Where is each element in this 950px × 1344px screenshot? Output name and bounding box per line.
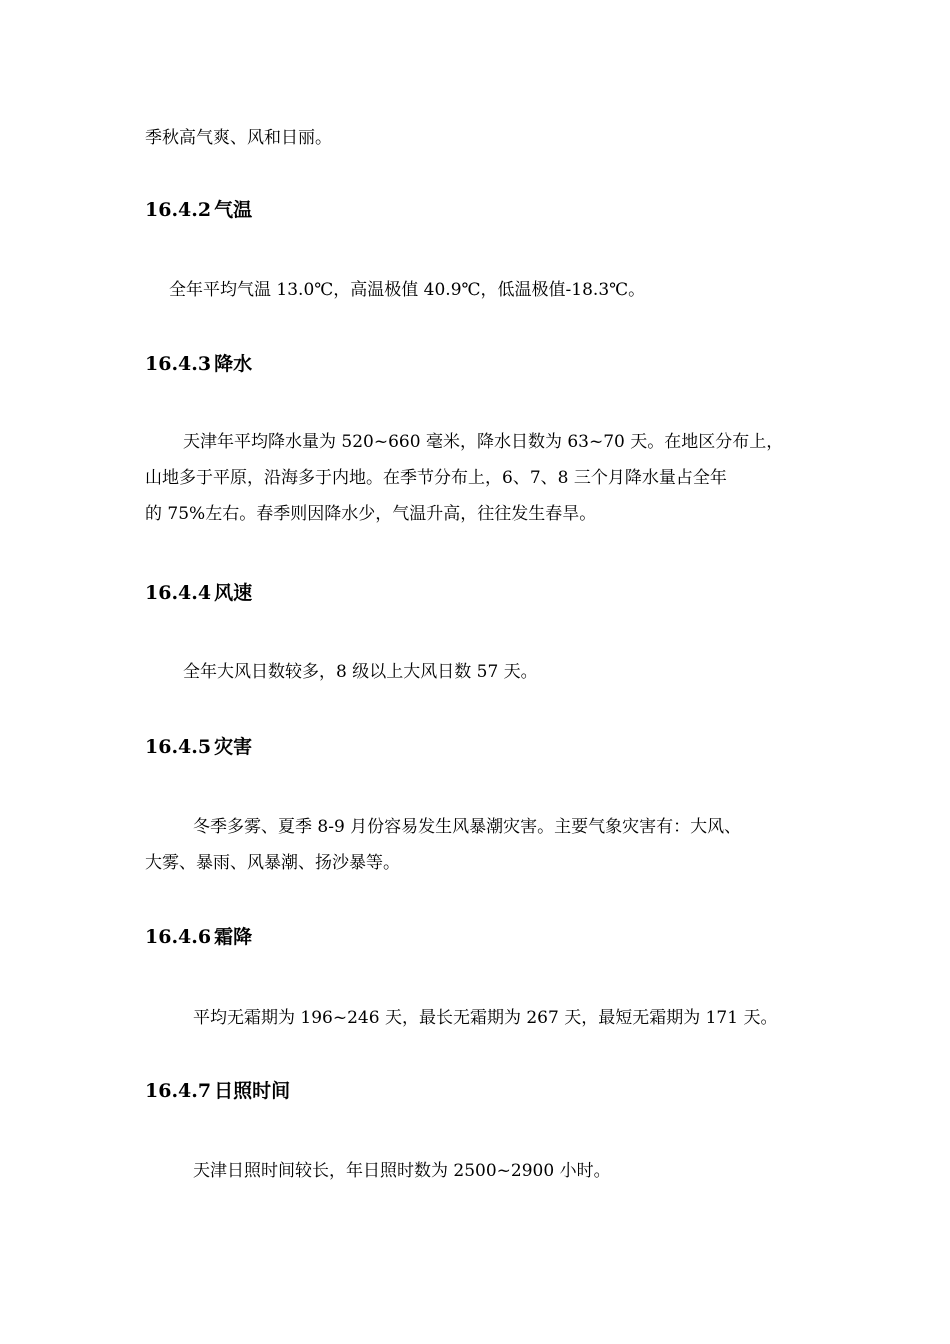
temperature-paragraph bbox=[145, 272, 815, 308]
intro-line: 季秋高气爽、风和日丽。 bbox=[145, 128, 332, 148]
section-title: 灾害 bbox=[214, 736, 253, 758]
paragraph-line: 大雾、暴雨、风暴潮、扬沙暴等。 bbox=[145, 853, 400, 873]
section-heading-precipitation bbox=[145, 351, 252, 377]
paragraph-line: 的 75%左右。春季则因降水少，气温升高，往往发生春旱。 bbox=[145, 504, 597, 524]
paragraph-line: 冬季多雾、夏季 8-9 月份容易发生风暴潮灾害。主要气象灾害有：大风、 bbox=[193, 817, 742, 837]
section-heading-disasters bbox=[145, 734, 252, 760]
paragraph-line: 平均无霜期为 196~246 天，最长无霜期为 267 天，最短无霜期为 171 天。 bbox=[193, 1008, 778, 1028]
section-number: 16.4.3 bbox=[145, 353, 212, 375]
section-heading-wind-speed bbox=[145, 580, 252, 606]
section-number: 16.4.5 bbox=[145, 736, 212, 758]
wind-paragraph bbox=[145, 654, 815, 690]
section-title: 霜降 bbox=[214, 926, 253, 948]
sunshine-paragraph bbox=[145, 1153, 815, 1189]
section-heading-temperature bbox=[145, 197, 252, 223]
section-title: 降水 bbox=[214, 353, 253, 375]
precipitation-paragraph bbox=[145, 424, 815, 532]
section-title: 气温 bbox=[214, 199, 253, 221]
disasters-paragraph bbox=[145, 809, 815, 881]
paragraph-line: 天津日照时间较长，年日照时数为 2500~2900 小时。 bbox=[193, 1161, 611, 1181]
section-heading-sunshine bbox=[145, 1078, 290, 1104]
section-number: 16.4.4 bbox=[145, 582, 212, 604]
section-title: 风速 bbox=[214, 582, 253, 604]
paragraph-line: 山地多于平原，沿海多于内地。在季节分布上，6、7、8 三个月降水量占全年 bbox=[145, 468, 727, 488]
paragraph-line: 全年平均气温 13.0℃，高温极值 40.9℃，低温极值-18.3℃。 bbox=[169, 280, 646, 300]
section-number: 16.4.6 bbox=[145, 926, 212, 948]
paragraph-line: 全年大风日数较多，8 级以上大风日数 57 天。 bbox=[183, 662, 538, 682]
section-title: 日照时间 bbox=[214, 1080, 291, 1102]
frost-paragraph bbox=[145, 1000, 815, 1036]
section-heading-frost bbox=[145, 924, 252, 950]
paragraph-line: 天津年平均降水量为 520~660 毫米，降水日数为 63~70 天。在地区分布上， bbox=[183, 432, 784, 452]
section-number: 16.4.7 bbox=[145, 1080, 212, 1102]
section-number: 16.4.2 bbox=[145, 199, 212, 221]
intro-paragraph bbox=[145, 120, 815, 156]
